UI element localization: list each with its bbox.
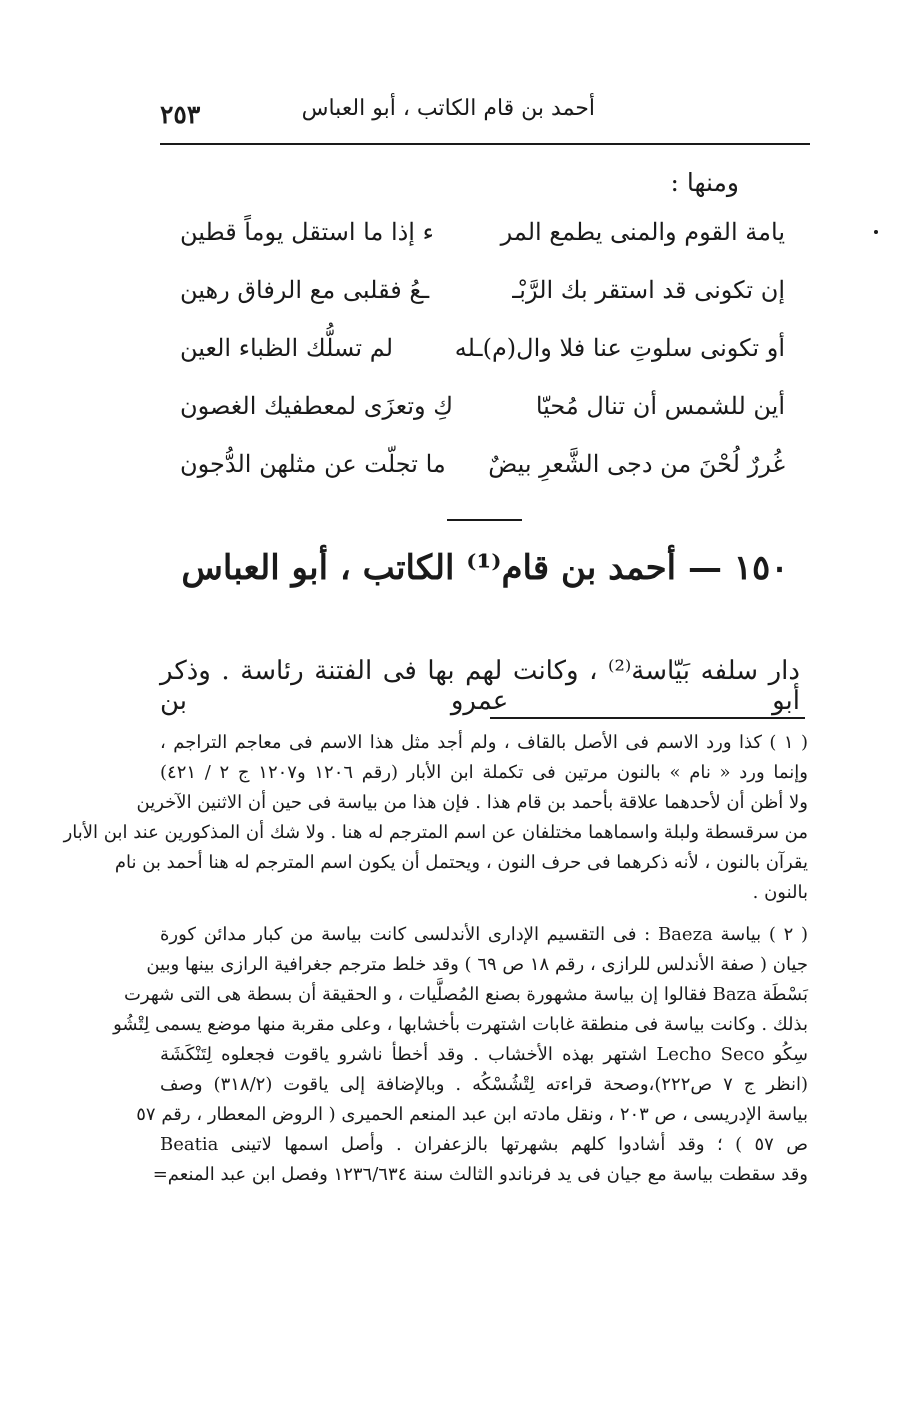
footnote-line: يقرآن بالنون ، لأنه ذكرهما فى حرف النون ، ويحتمل أن يكون اسم المترجم له هنا أحمد بن نام [114, 852, 808, 873]
footnote-line: بالنون . [752, 882, 808, 903]
footnote-line: بذلك . وكانت بياسة فى منطقة غابات اشتهرت بأخشابها ، وعلى مقربة منها موضع يسمى لِتْشُو [113, 1014, 808, 1035]
page-number: ٢٥٣ [160, 100, 201, 129]
entry-heading: ١٥٠ — أحمد بن قام⁽¹⁾ الكاتب ، أبو العباس [181, 548, 789, 588]
footnote-2 [113, 920, 809, 1190]
footnote-line: وقد سقطت بياسة مع جيان فى يد فرناندو الثالث سنة ١٢٣٦/٦٣٤ وفصل ابن عبد المنعم= [152, 1164, 808, 1185]
footnote-line: ( ٢ ) بياسة Baeza : فى التقسيم الإدارى الأندلسى كانت بياسة من كبار مدائن كورة [160, 924, 808, 945]
footnote-line: بَسْطَة Baza فقالوا إن بياسة مشهورة بصنع المُصلَّيات ، و الحقيقة أن بسطة هى التى شهرت [123, 984, 808, 1005]
verse-second-half: ء إذا ما استقل يوماً قطين [180, 218, 434, 246]
footnote-line: (انظر ج ٧ ص٢٢٢)،وصحة قراءته لِتْشُسْكُه . وبالإضافة إلى ياقوت (٣١٨/٢) وصف [160, 1074, 809, 1095]
footnote-line: من سرقسطة ولبلة واسماهما مختلفان عن اسم المترجم له هنا . ولا شك أن المذكورين عند ابن الأبار [63, 822, 808, 843]
footnote-rule [490, 717, 805, 719]
verse [180, 218, 785, 276]
verse-second-half: ما تجلّت عن مثلهن الدُّجون [180, 450, 446, 478]
header-rule [160, 143, 810, 145]
footnote-line: سِكُو Lecho Seco اشتهر بهذه الأخشاب . وقد أخطأ ناشرو ياقوت فجعلوه لِتَنْكَشَة [160, 1044, 808, 1065]
verse [180, 276, 785, 334]
footnote-line: ولا أظن أن لأحدهما علاقة بأحمد بن قام هذا . فإن هذا من بياسة فى حين أن الاثنين الآخرين [136, 792, 808, 813]
footnotes [63, 728, 809, 1190]
verse-first-half: أين للشمس أن تنال مُحيّا [535, 392, 785, 420]
running-title: أحمد بن قام الكاتب ، أبو العباس [301, 96, 595, 121]
verse-first-half: غُررٌ لُحْنَ من دجى الشَّعرِ بيضٌ [488, 450, 785, 478]
footnote-line: ( ١ ) كذا ورد الاسم فى الأصل بالقاف ، ولم أجد مثل هذا الاسم فى معاجم التراجم ، [160, 732, 808, 753]
verse [180, 334, 785, 392]
footnote-line: وإنما ورد « نام » بالنون مرتين فى تكملة ابن الأبار (رقم ١٢٠٦ و١٢٠٧ ج ٢ / ٤٢١) [160, 762, 808, 783]
verse-first-half: أو تكونى سلوتِ عنا فلا وال(م)ـله [454, 334, 785, 362]
poem-intro: ومنها : [670, 168, 739, 197]
verse-second-half: ـعُ فقلبى مع الرفاق رهين [180, 276, 430, 304]
running-header [160, 88, 810, 132]
body-paragraph: دار سلفه بَيّاسة⁽²⁾ ، وكانت لهم بها فى الفتنة رئاسة . وذكر أبو عمرو بن [160, 656, 800, 716]
footnote-spacer [160, 908, 808, 920]
poem [180, 218, 785, 508]
verse-first-half: يامة القوم والمنى يطمع المر [500, 218, 785, 246]
verse-first-half: إن تكونى قد استقر بك الرَّبْـ [512, 276, 785, 304]
verse-second-half: لم تسلُّك الظباء العين [180, 334, 394, 362]
verse [180, 392, 785, 450]
verse-second-half: كِ وتعزَى لمعطفيك الغصون [180, 392, 453, 420]
footnote-line: بياسة الإدريسى ، ص ٢٠٣ ، ونقل مادته ابن عبد المنعم الحميرى ( الروض المعطار ، رقم ٥٧ [136, 1104, 808, 1125]
section-divider [447, 519, 522, 521]
footnote-1 [63, 728, 808, 908]
margin-mark [874, 230, 878, 234]
verse [180, 450, 785, 508]
footnote-line: ص ٥٧ ) ؛ وقد أشادوا كلهم بشهرتها بالزعفران . وأصل اسمها لاتينى Beatia [160, 1134, 809, 1155]
footnote-line: جيان ( صفة الأندلس للرازى ، رقم ١٨ ص ٦٩ ) وقد خلط مترجم جغرافية الرازى بينها وبين [146, 954, 808, 975]
